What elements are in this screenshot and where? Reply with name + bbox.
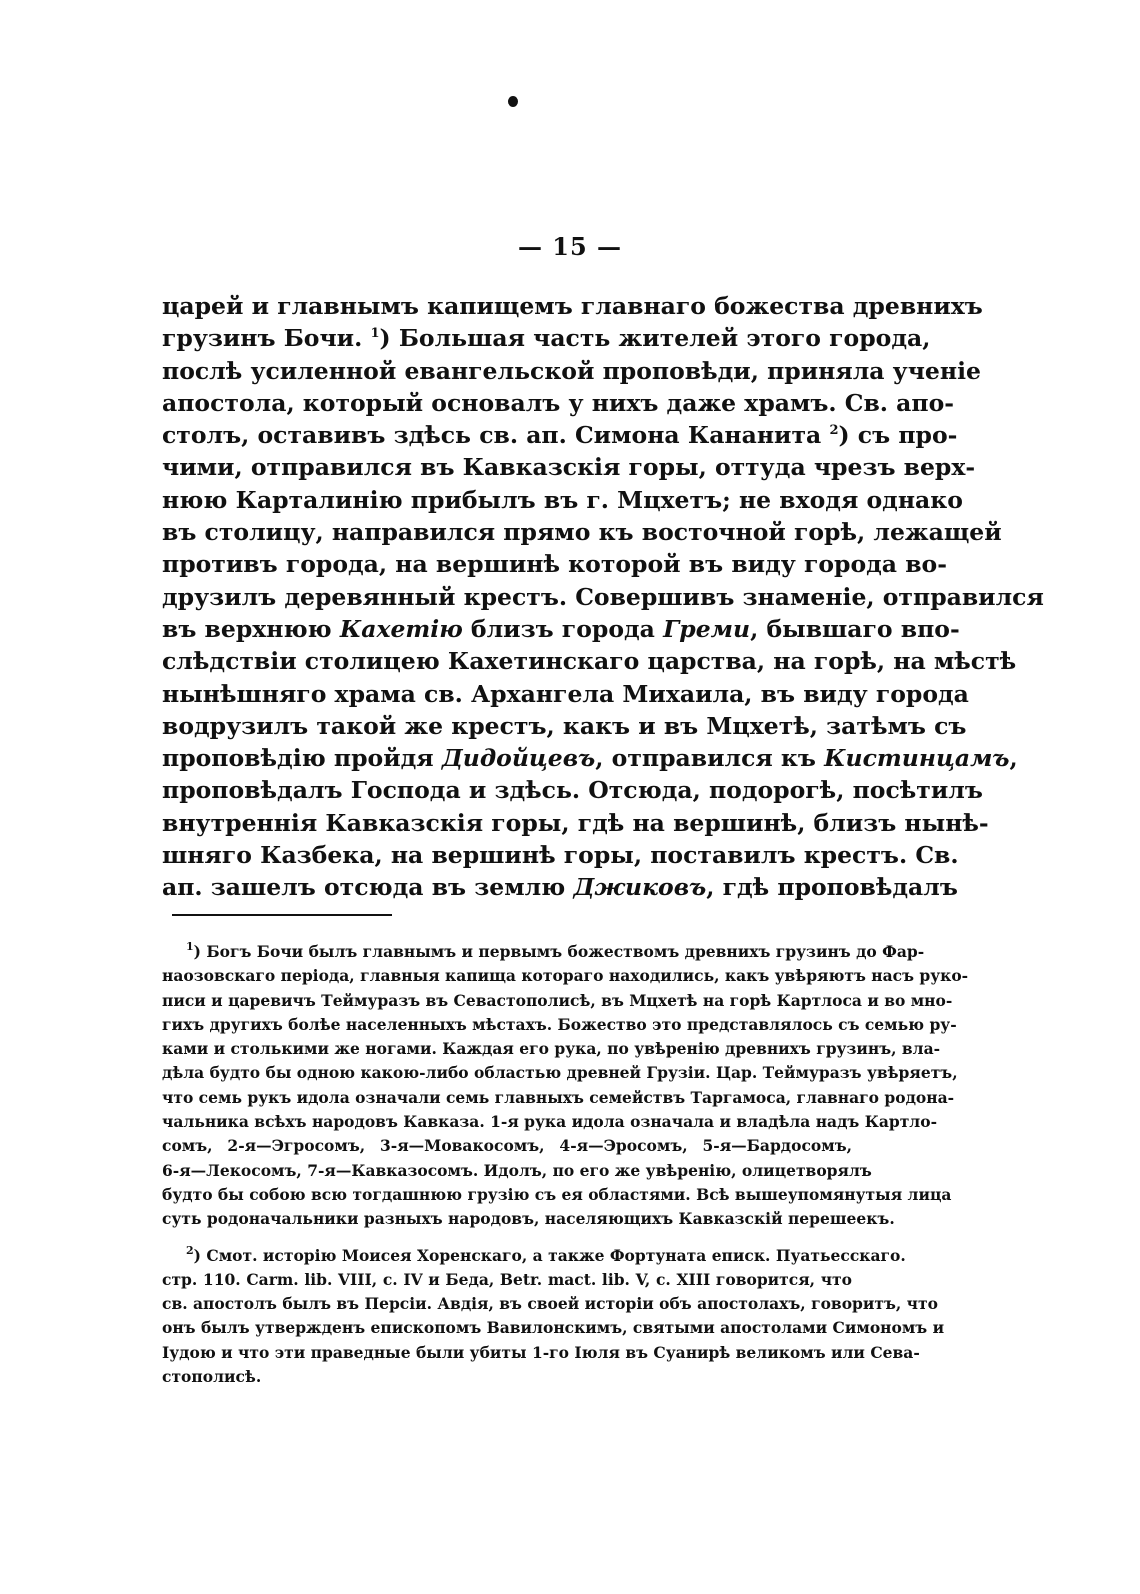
footnote-line: что семь рукъ идола означали семь главныхъ семействъ Таргамоса, главнаго родона- (162, 1087, 955, 1107)
footnote-line: будто бы собою всю тогдашнюю грузію съ ея областями. Всѣ вышеупомянутыя лица (162, 1184, 952, 1204)
footnote-line: 6-я—Лекосомъ, 7-я—Кавказосомъ. Идолъ, по его же увѣренію, олицетворялъ (162, 1160, 872, 1180)
footnotes (162, 940, 969, 1389)
footnote-line: дѣла будто бы одною какою-либо областью древней Грузіи. Цар. Теймуразъ увѣряетъ, (162, 1063, 958, 1083)
footnote-line: св. апостолъ былъ въ Персіи. Авдія, въ своей исторіи объ апостолахъ, говоритъ, что (162, 1294, 938, 1314)
footnote-line: чальника всѣхъ народовъ Кавказа. 1-я рука идола означала и владѣла надъ Картло- (162, 1112, 937, 1132)
footnote-line: гихъ другихъ болѣе населенныхъ мѣстахъ. Божество это представлялось съ семью ру- (162, 1014, 957, 1034)
main-text (162, 290, 1044, 904)
body-line: столъ, оставивъ здѣсь св. ап. Симона Кананита $^2$) съ про- (162, 421, 958, 450)
footnote-line: ками и столькими же ногами. Каждая его рука, по увѣренію древнихъ грузинъ, вла- (162, 1039, 941, 1059)
page-number: — 15 — (517, 232, 623, 261)
footnote-line: сомъ, 2-я—Эгросомъ, 3-я—Мовакосомъ, 4-я—Эросомъ, 5-я—Бардосомъ, (162, 1136, 852, 1156)
body-line: нюю Карталинію прибылъ въ г. Мцхетъ; не входя однако (162, 485, 963, 514)
body-line: царей и главнымъ капищемъ главнаго божества древнихъ (162, 292, 983, 320)
body-line: въ столицу, направился прямо къ восточной горѣ, лежащей (162, 518, 1002, 547)
body-line: друзилъ деревянный крестъ. Совершивъ знаменіе, отправился (162, 582, 1044, 611)
body-line: противъ города, на вершинѣ которой въ виду города во- (162, 550, 947, 579)
body-line: нынѣшняго храма св. Архангела Михаила, въ виду города (162, 679, 969, 708)
footnote-line: Іудою и что эти праведные были убиты 1-го Іюля въ Суанирѣ великомъ или Сева- (162, 1342, 920, 1362)
footnote-line: онъ былъ утвержденъ епископомъ Вавилонскимъ, святыми апостолами Симономъ и (162, 1318, 945, 1338)
body-line: ап. зашелъ отсюда въ землю Джиковъ, гдѣ проповѣдалъ (162, 873, 958, 902)
footnote-line: $^2$) Смот. исторію Моисея Хоренскаго, а также Фортуната еписк. Пуатьесскаго. (186, 1243, 906, 1265)
footnote-line: наозовскаго періода, главныя капища котораго находились, какъ увѣряютъ насъ руко- (162, 966, 969, 986)
footnote-line: $^1$) Богъ Бочи былъ главнымъ и первымъ божествомъ древнихъ грузинъ до Фар- (186, 940, 925, 961)
footnote-separator (172, 914, 392, 916)
body-line: въ верхнюю Кахетію близъ города Греми, бывшаго впо- (162, 614, 960, 643)
body-line: водрузилъ такой же крестъ, какъ и въ Мцхетѣ, затѣмъ съ (162, 711, 967, 740)
footnote-line: суть родоначальники разныхъ народовъ, населяющихъ Кавказскій перешеекъ. (162, 1209, 895, 1229)
footnote-line: стополисѣ. (162, 1367, 262, 1387)
body-line: шняго Казбека, на вершинѣ горы, поставилъ крестъ. Св. (162, 841, 959, 870)
body-line: грузинъ Бочи. $^1$) Большая часть жителей этого города, (162, 324, 931, 353)
body-line: апостола, который основалъ у нихъ даже храмъ. Св. апо- (162, 388, 955, 417)
footnote-2 (162, 1243, 945, 1390)
ink-speck (508, 96, 518, 107)
body-line: слѣдствіи столицею Кахетинскаго царства, на горѣ, на мѣстѣ (162, 647, 1017, 676)
body-line: проповѣдалъ Господа и здѣсь. Отсюда, подорогѣ, посѣтилъ (162, 776, 983, 805)
body-line: послѣ усиленной евангельской проповѣди, приняла ученіе (162, 356, 981, 385)
body-line: чими, отправился въ Кавказскія горы, оттуда чрезъ верх- (162, 453, 976, 482)
body-line: внутреннія Кавказскія горы, гдѣ на вершинѣ, близъ нынѣ- (162, 808, 989, 837)
footnote-line: стр. 110. Carm. lib. VIII, c. IV и Беда, Betr. mact. lib. V, c. XIII говорится, что (162, 1269, 852, 1289)
footnote-line: писи и царевичъ Теймуразъ въ Севастополисѣ, въ Мцхетѣ на горѣ Картлоса и во мно- (162, 990, 953, 1010)
footnote-1 (162, 940, 969, 1232)
body-line: проповѣдію пройдя Дидойцевъ, отправился къ Кистинцамъ, (162, 744, 1018, 773)
